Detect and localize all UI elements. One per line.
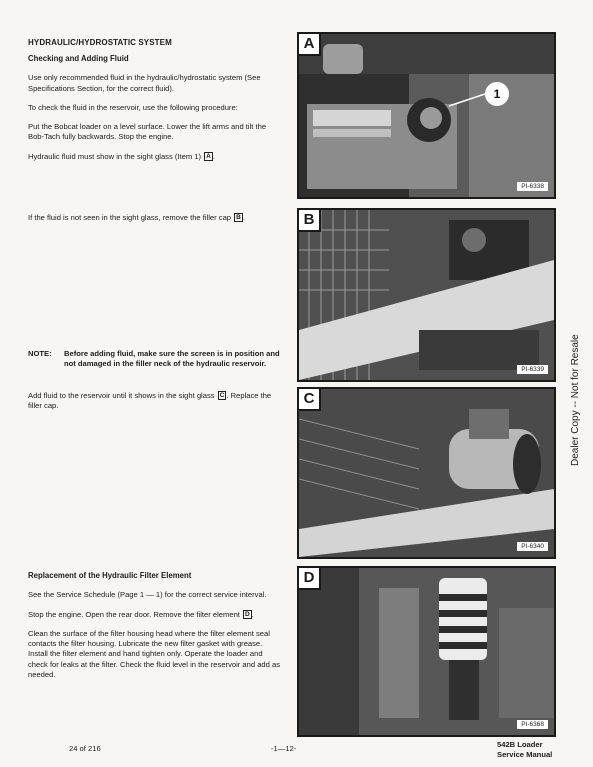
subheading-filter-replacement: Replacement of the Hydraulic Filter Element — [28, 571, 192, 580]
filter-replacement-block — [28, 571, 284, 680]
add-fluid-text: Add fluid to the reservoir until it shows in the sight glass — [28, 391, 215, 400]
photo-b-letter: B — [299, 210, 321, 232]
photo-a-letter: A — [299, 34, 321, 56]
photo-a-code: PI-6338 — [517, 182, 548, 191]
photo-a — [297, 32, 556, 199]
paragraph-clean-install: Clean the surface of the filter housing head where the filter element seal contacts the filter housing. Lubricate the new filter gasket with grease. Install the filter element and hand tighten only. Operate the loader and check for leaks at the filter. Check the fluid level in the reservoir and add as needed. — [28, 628, 280, 680]
checking-fluid-block — [28, 54, 284, 162]
photo-c — [297, 387, 556, 559]
paragraph-level-surface: Put the Bobcat loader on a level surface. Lower the lift arms and tilt the Bob-Tach fully backwards. Stop the engine. — [28, 122, 267, 142]
filler-cap-block — [28, 213, 284, 223]
subheading-checking-fluid: Checking and Adding Fluid — [28, 54, 129, 63]
dealer-copy-side-note: Dealer Copy -- Not for Resale — [570, 334, 581, 466]
paragraph-add-fluid — [28, 391, 284, 412]
paragraph-remove-filter — [28, 610, 284, 620]
add-fluid-end: . Replace the filler cap. — [28, 391, 272, 411]
photo-d-code: PI-6368 — [517, 720, 548, 729]
note-text: Before adding fluid, make sure the screen is in position and not damaged in the filler neck of the hydraulic reservoir. — [64, 349, 280, 369]
photo-d-letter: D — [299, 568, 321, 590]
filler-cap-text: If the fluid is not seen in the sight glass, remove the filler cap — [28, 213, 232, 222]
figure-ref-c: C — [219, 392, 225, 399]
photo-a-image — [299, 34, 554, 197]
photo-b-code: PI-6339 — [517, 365, 548, 374]
figure-ref-b: B — [236, 214, 241, 221]
figure-ref-a: A — [206, 152, 211, 160]
photo-c-image — [299, 389, 554, 557]
photo-a-callout: 1 — [485, 82, 509, 106]
filler-cap-end: . — [242, 213, 245, 222]
paragraph-procedure-intro: To check the fluid in the reservoir, use the following procedure: — [28, 102, 238, 112]
manual-title — [497, 740, 552, 760]
paragraph-filler-cap — [28, 213, 284, 223]
photo-b-image — [299, 210, 554, 380]
note-label: NOTE: — [28, 349, 52, 358]
photo-c-letter: C — [299, 389, 321, 411]
page-count: 24 of 216 — [69, 744, 101, 753]
photo-d-image — [299, 568, 554, 735]
sight-glass-text: Hydraulic fluid must show in the sight glass (Item 1) — [28, 151, 202, 161]
sight-glass-end: . — [212, 151, 215, 161]
manual-name: Service Manual — [497, 750, 553, 759]
paragraph-recommended-fluid: Use only recommended fluid in the hydraulic/hydrostatic system (See Specifications Section, for the correct fluid). — [28, 73, 261, 93]
photo-b — [297, 208, 556, 382]
remove-filter-end: . — [251, 609, 254, 619]
photo-d — [297, 566, 556, 737]
note-block — [28, 349, 284, 370]
photo-c-code: PI-6340 — [517, 542, 548, 551]
page-number: -1—12- — [271, 744, 297, 753]
figure-ref-d: D — [245, 610, 250, 618]
section-heading: HYDRAULIC/HYDROSTATIC SYSTEM — [28, 38, 172, 47]
add-fluid-block — [28, 391, 284, 412]
remove-filter-text: Stop the engine. Open the rear door. Remove the filter element — [28, 609, 240, 619]
paragraph-service-interval: See the Service Schedule (Page 1 — 1) for the correct service interval. — [28, 590, 267, 600]
model-name: 542B Loader — [497, 740, 543, 749]
paragraph-sight-glass — [28, 152, 284, 162]
